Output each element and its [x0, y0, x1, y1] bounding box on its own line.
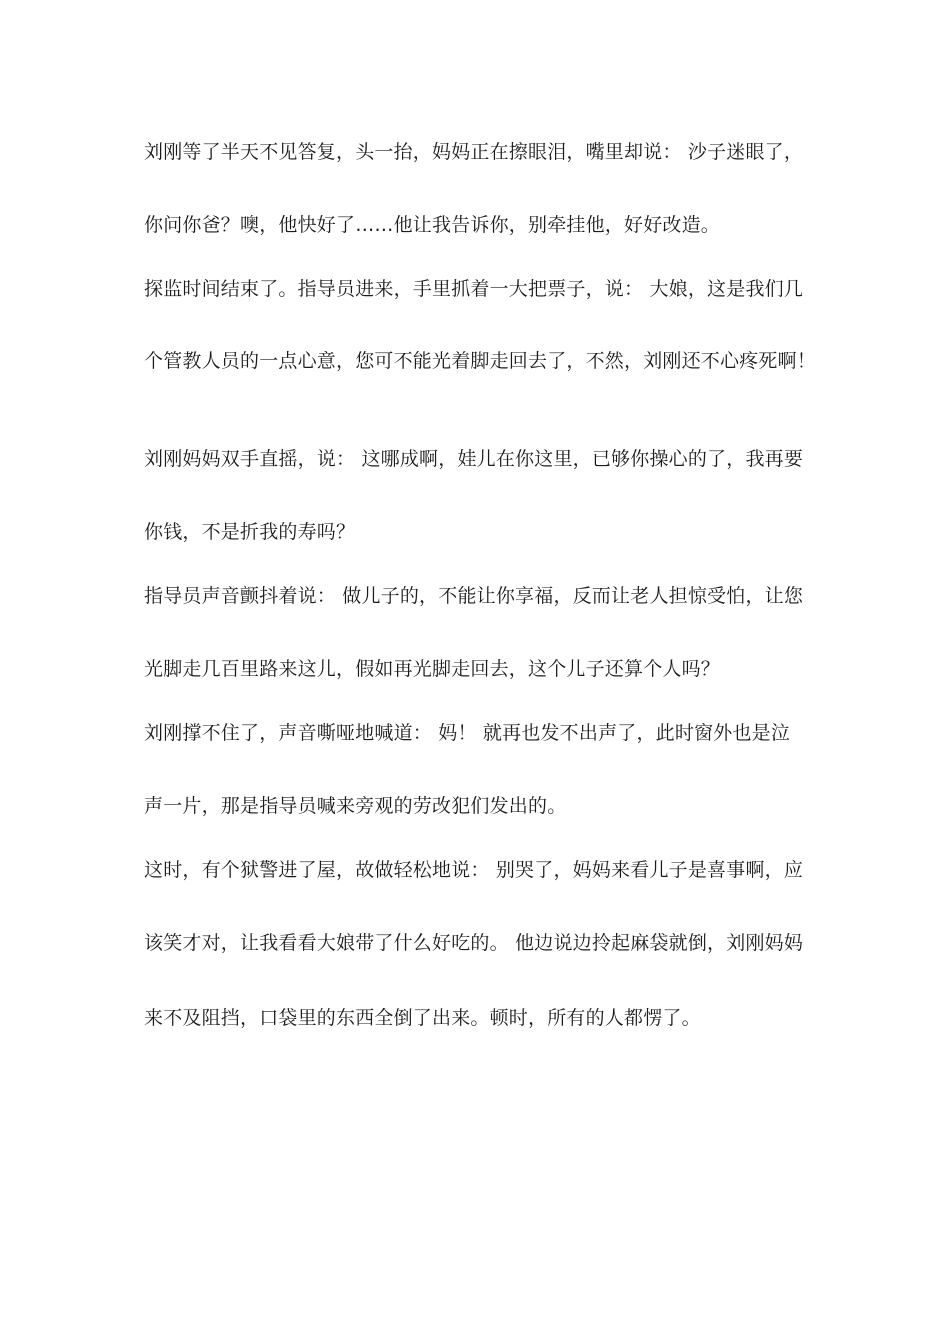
text-line: 个管教人员的一点心意，您可不能光着脚走回去了，不然，刘刚还不心疼死啊！: [144, 350, 817, 372]
text-line: 该笑才对，让我看看大娘带了什么好吃的。 他边说边拎起麻袋就倒，刘刚妈妈: [144, 932, 804, 954]
text-line: 你钱，不是折我的寿吗？: [144, 521, 356, 543]
text-line: 你问你爸？噢，他快好了……他让我告诉你，别牵挂他，好好改造。: [144, 214, 721, 236]
text-line: 刘刚撑不住了，声音嘶哑地喊道： 妈！ 就再也发不出声了，此时窗外也是泣: [144, 722, 791, 744]
text-line: 这时，有个狱警进了屋，故做轻松地说： 别哭了，妈妈来看儿子是喜事啊，应: [144, 859, 804, 881]
text-line: 探监时间结束了。指导员进来，手里抓着一大把票子，说： 大娘，这是我们几: [144, 278, 804, 300]
text-line: 刘刚等了半天不见答复，头一抬，妈妈正在擦眼泪，嘴里却说： 沙子迷眼了，: [144, 141, 804, 163]
text-line: 来不及阻挡，口袋里的东西全倒了出来。顿时，所有的人都愣了。: [144, 1007, 701, 1029]
text-line: 声一片，那是指导员喊来旁观的劳改犯们发出的。: [144, 795, 567, 817]
text-line: 指导员声音颤抖着说： 做儿子的，不能让你享福，反而让老人担惊受怕，让您: [144, 585, 804, 607]
text-line: 刘刚妈妈双手直摇，说： 这哪成啊，娃儿在你这里，已够你操心的了，我再要: [144, 448, 804, 470]
text-line: 光脚走几百里路来这儿，假如再光脚走回去，这个儿子还算个人吗？: [144, 658, 721, 680]
